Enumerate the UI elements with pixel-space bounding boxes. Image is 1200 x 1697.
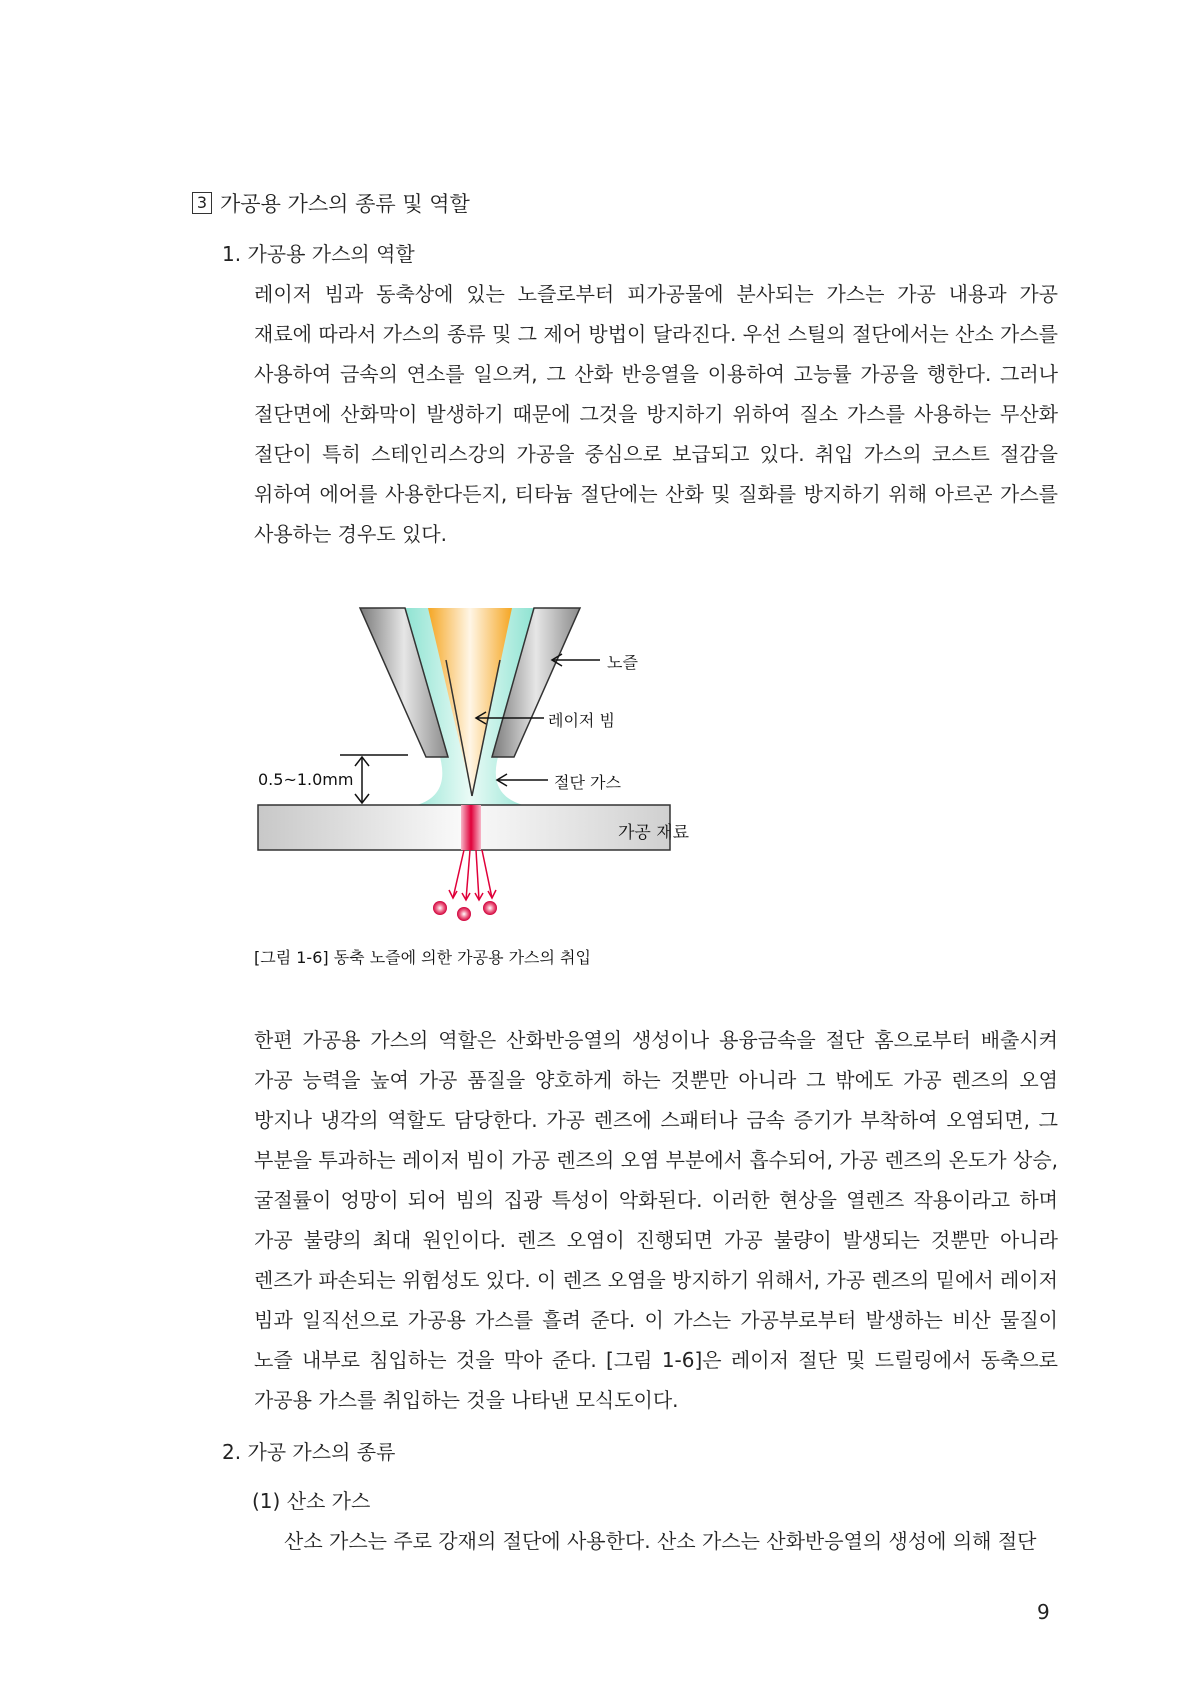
molten-droplet: [457, 907, 471, 921]
paragraph-gas-role: 레이저 빔과 동축상에 있는 노즐로부터 피가공물에 분사되는 가스는 가공 내용과 가공 재료에 따라서 가스의 종류 및 그 제어 방법이 달라진다. 우선 스틸의 절단에서는 산소 가스를 사용하여 금속의 연소를 일으켜, 그 산화 반응열을 이용하여 고능률 가공을 행한다. 그러나 절단면에 산화막이 발생하기 때문에 그것을 방지하기 위하여 질소 가스를 사용하는 무산화 절단이 특히 스테인리스강의 가공을 중심으로 보급되고 있다. 취입 가스의 코스트 절감을 위하여 에어를 사용한다든지, 티타늄 절단에는 산화 및 질화를 방지하기 위해 아르곤 가스를 사용하는 경우도 있다.: [254, 282, 1058, 546]
cutting-gas-label: 절단 가스: [554, 773, 621, 792]
ejection-arrows: [449, 850, 496, 900]
laser-beam-label: 레이저 빔: [548, 711, 615, 730]
figure-caption: [그림 1-6] 동축 노즐에 의한 가공용 가스의 취입: [254, 948, 591, 967]
nozzle-label: 노즐: [607, 653, 638, 672]
molten-droplet: [433, 901, 447, 915]
molten-droplet: [483, 901, 497, 915]
section-number-box: 3: [192, 192, 212, 214]
subsection-heading-2: 2. 가공 가스의 종류: [222, 1440, 396, 1464]
work-material-label: 가공 재료: [618, 823, 690, 843]
paragraph-oxygen-gas: 산소 가스는 주로 강재의 절단에 사용한다. 산소 가스는 산화반응열의 생성에 의해 절단: [284, 1529, 1037, 1553]
coaxial-nozzle-figure: [250, 600, 720, 940]
section-title: [192, 188, 470, 218]
subsection-heading-1: 1. 가공용 가스의 역할: [222, 242, 415, 266]
gap-dimension-label: 0.5~1.0mm: [258, 770, 354, 789]
page-number: 9: [1037, 1600, 1050, 1624]
subsubsection-heading-oxygen: (1) 산소 가스: [252, 1489, 371, 1513]
section-title-text: 가공용 가스의 종류 및 역할: [220, 192, 470, 216]
paragraph-gas-functions: 한편 가공용 가스의 역할은 산화반응열의 생성이나 용융금속을 절단 홈으로부터 배출시켜 가공 능력을 높여 가공 품질을 양호하게 하는 것뿐만 아니라 그 밖에도 가공 렌즈의 오염 방지나 냉각의 역할도 담당한다. 가공 렌즈에 스패터나 금속 증기가 부착하여 오염되면, 그 부분을 투과하는 레이저 빔이 가공 렌즈의 오염 부분에서 흡수되어, 가공 렌즈의 온도가 상승, 굴절률이 엉망이 되어 빔의 집광 특성이 악화된다. 이러한 현상을 열렌즈 작용이라고 하며 가공 불량의 최대 원인이다. 렌즈 오염이 진행되면 가공 불량이 발생되는 것뿐만 아니라 렌즈가 파손되는 위험성도 있다. 이 렌즈 오염을 방지하기 위해서, 가공 렌즈의 밑에서 레이저 빔과 일직선으로 가공용 가스를 흘려 준다. 이 가스는 가공부로부터 발생하는 비산 물질이 노즐 내부로 침입하는 것을 막아 준다. [그림 1-6]은 레이저 절단 및 드릴링에서 동축으로 가공용 가스를 취입하는 것을 나타낸 모식도이다.: [254, 1028, 1058, 1412]
kerf: [461, 805, 481, 850]
